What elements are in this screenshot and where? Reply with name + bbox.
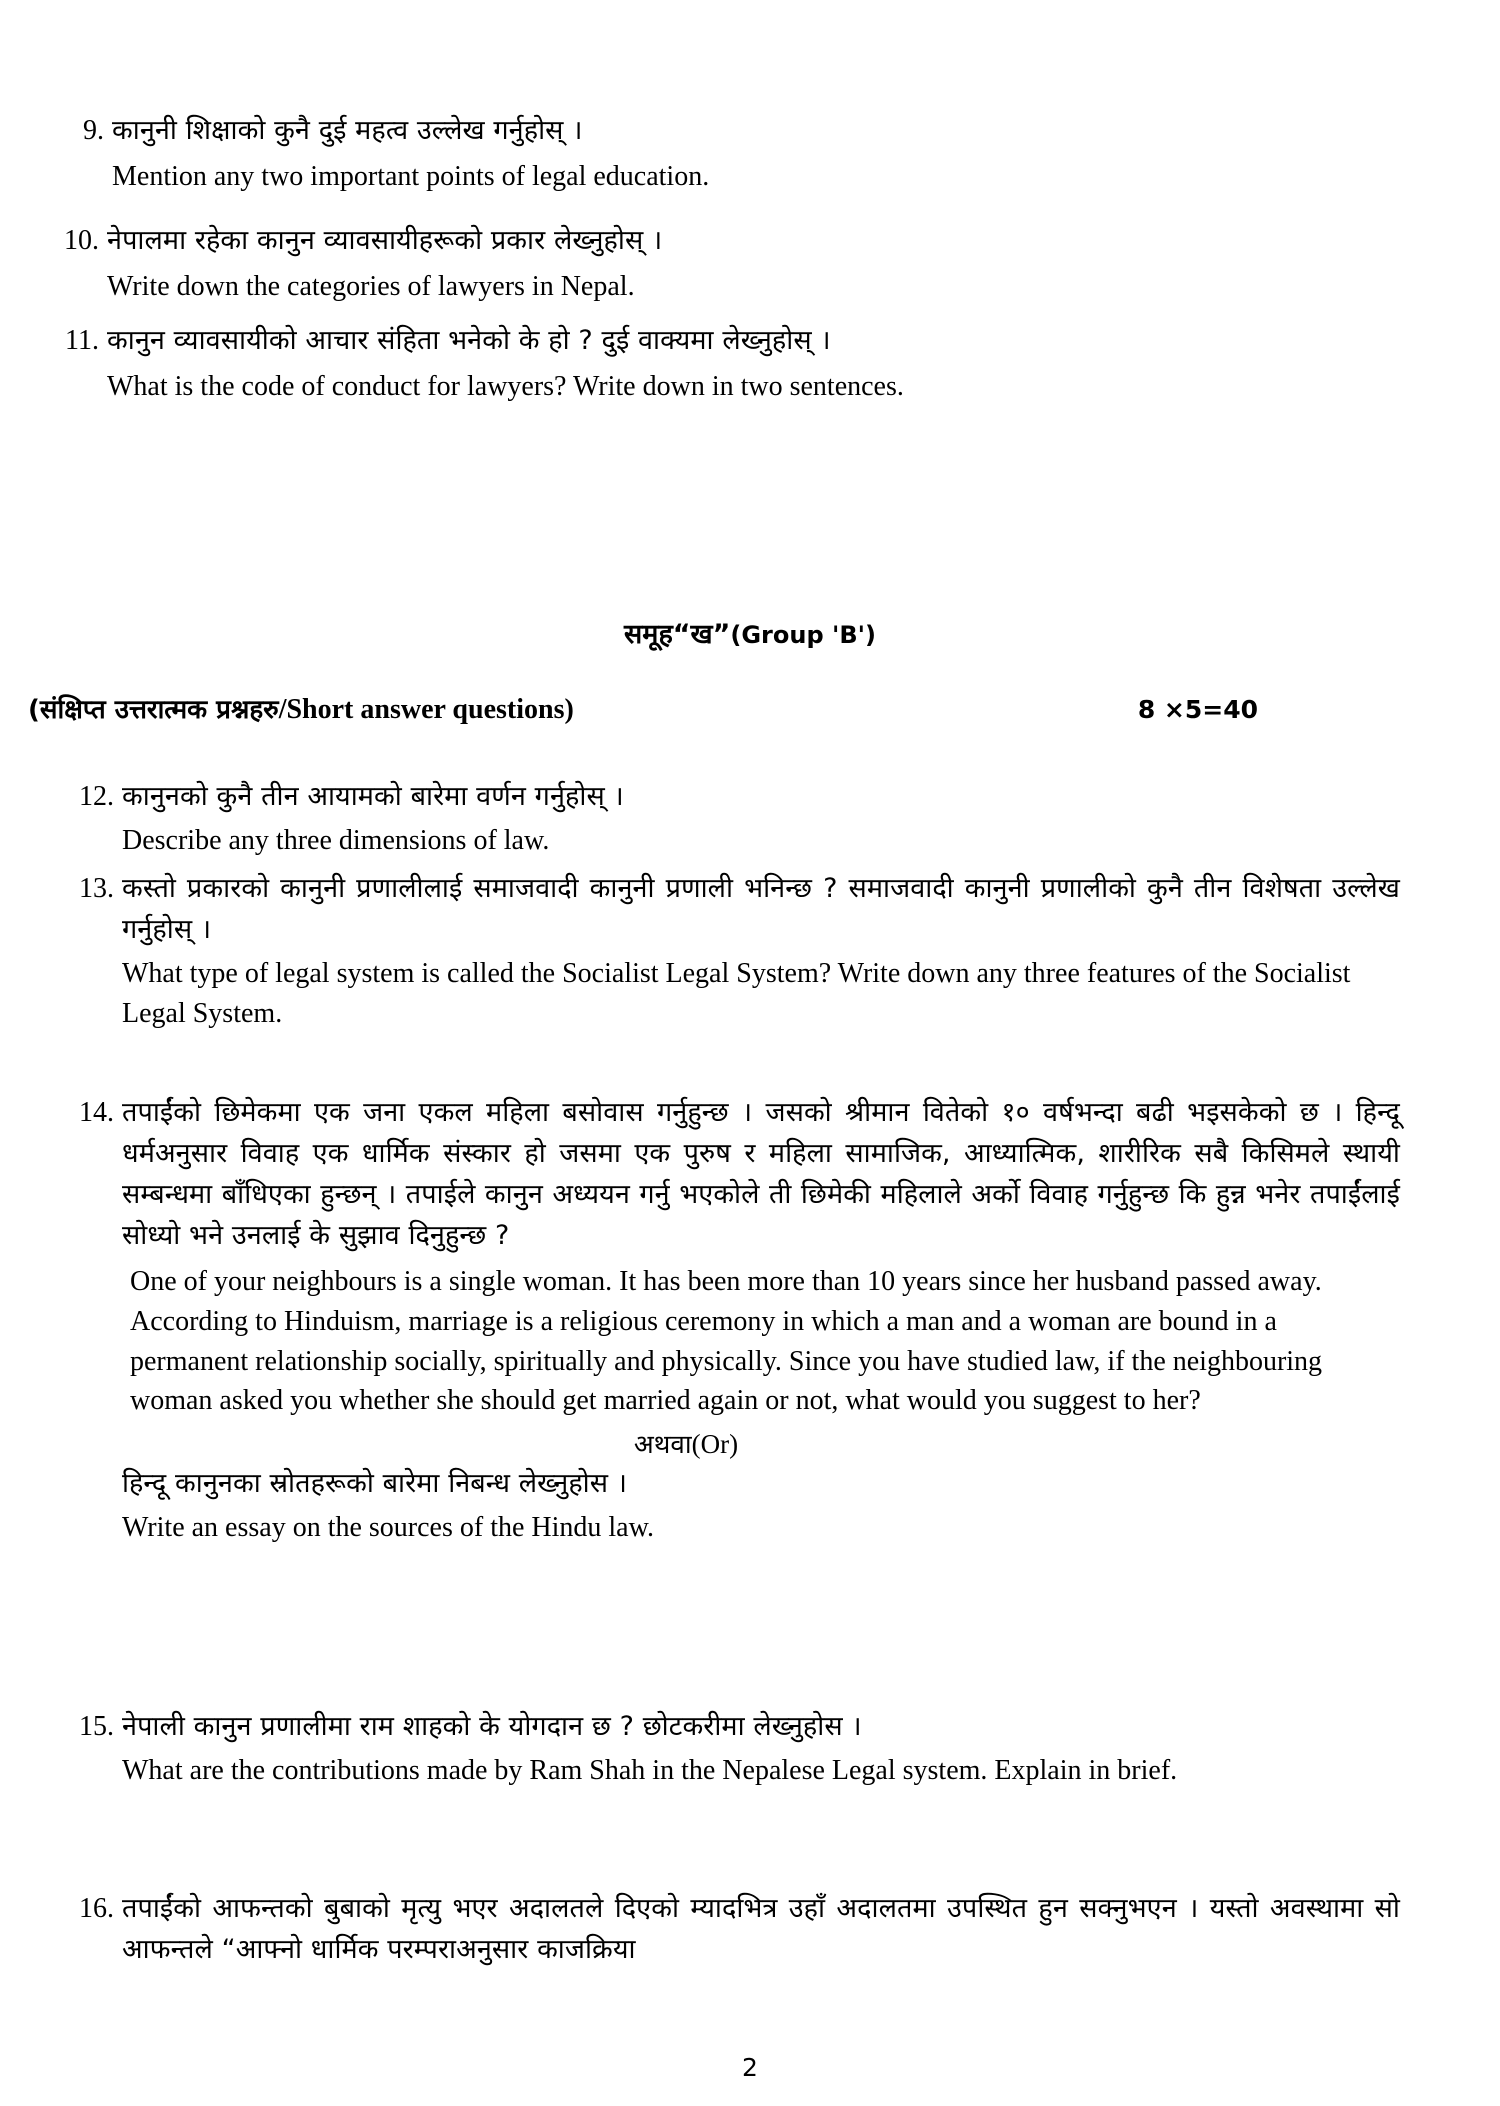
section-label-english: /Short answer questions) xyxy=(278,694,574,725)
question-number: 10. xyxy=(64,225,99,256)
alt-question-text-english: Write an essay on the sources of the Hindu law. xyxy=(122,1512,655,1544)
question-text-nepali: कस्तो प्रकारको कानुनी प्रणालीलाई समाजवादी कानुनी प्रणाली भनिन्छ ? समाजवादी कानुनी प्रणालीको कुनै तीन विशेषता उल्लेख गर्नुहोस् । xyxy=(122,873,1400,946)
question-text-nepali: तपाईंको छिमेकमा एक जना एकल महिला बसोवास गर्नुहुन्छ । जसको श्रीमान वितेको १० वर्षभन्दा बढी भइसकेको छ । हिन्दू धर्मअनुसार विवाह एक धार्मिक संस्कार हो जसमा एक पुरुष र महिला सामाजिक, आध्यात्मिक, शारीरिक सबै किसिमले स्थायी सम्बन्धमा बाँधिएका हुन्छन् । तपाईले कानुन अध्ययन गर्नु भएकोले ती छिमेकी महिलाले अर्को विवाह गर्नुहुन्छ कि हुन्न भनेर तपाईंलाई सोध्यो भने उनलाई के सुझाव दिनुहुन्छ ? xyxy=(122,1097,1400,1252)
question-text-nepali: नेपाली कानुन प्रणालीमा राम शाहको के योगदान छ ? छोटकरीमा लेख्नुहोस । xyxy=(122,1711,862,1742)
question-text-english: Mention any two important points of legal education. xyxy=(112,161,710,193)
section-marks: 8 ×5=40 xyxy=(1137,695,1258,724)
question-item-14 xyxy=(70,1092,1400,1548)
question-item-11 xyxy=(55,320,1375,407)
question-number: 11. xyxy=(65,325,99,356)
question-text-nepali: कानुन व्यावसायीको आचार संहिता भनेको के हो ? दुई वाक्यमा लेख्नुहोस् । xyxy=(107,325,831,356)
question-text-english: Write down the categories of lawyers in Nepal. xyxy=(107,271,635,303)
question-text-nepali: कानुनी शिक्षाको कुनै दुई महत्व उल्लेख गर्नुहोस् । xyxy=(112,115,583,146)
question-number: 12. xyxy=(79,781,114,812)
or-separator-nepali: अथवा xyxy=(633,1430,692,1461)
short-answer-section-line xyxy=(28,690,1468,726)
question-number: 9. xyxy=(83,115,104,146)
or-separator-english: (Or) xyxy=(691,1429,739,1460)
question-item-10 xyxy=(55,220,1345,307)
question-number: 14. xyxy=(79,1097,114,1128)
question-text-english: Describe any three dimensions of law. xyxy=(122,825,550,857)
group-b-heading xyxy=(0,614,1500,651)
question-item-12 xyxy=(70,776,1370,861)
question-text-english: What type of legal system is called the Socialist Legal System? Write down any three features of the Socialist Legal System. xyxy=(122,958,1351,1029)
or-separator xyxy=(122,1425,1400,1461)
question-number: 13. xyxy=(79,873,114,904)
question-item-15 xyxy=(70,1706,1400,1791)
question-text-nepali: कानुनको कुनै तीन आयामको बारेमा वर्णन गर्नुहोस् । xyxy=(122,781,624,812)
question-text-english: What are the contributions made by Ram Shah in the Nepalese Legal system. Explain in brief. xyxy=(122,1755,1178,1787)
section-label-nepali: (संक्षिप्त उत्तरात्मक प्रश्नहरु xyxy=(28,695,279,725)
question-text-english: What is the code of conduct for lawyers? Write down in two sentences. xyxy=(107,371,904,403)
short-answer-section-label xyxy=(28,690,574,726)
question-item-16 xyxy=(70,1888,1400,1970)
question-text-english: One of your neighbours is a single woman. It has been more than 10 years since her husband passed away. According to Hinduism, marriage is a religious ceremony in which a man and a woman are bound in a permanent relationship socially, spiritually and physically. Since you have studied law, if the neighbouring woman asked you whether she should get married again or not, what would you suggest to her? xyxy=(130,1266,1323,1417)
question-number: 16. xyxy=(79,1893,114,1924)
question-item-13 xyxy=(70,868,1400,1034)
question-item-9 xyxy=(60,110,1350,197)
question-number: 15. xyxy=(79,1711,114,1742)
alt-question-text-nepali: हिन्दू कानुनका स्रोतहरूको बारेमा निबन्ध लेख्नुहोस । xyxy=(122,1468,628,1500)
question-text-nepali: नेपालमा रहेका कानुन व्यावसायीहरूको प्रकार लेख्नुहोस् । xyxy=(107,225,663,256)
page-number: 2 xyxy=(742,2053,758,2082)
question-text-nepali: तपाईंको आफन्तको बुबाको मृत्यु भएर अदालतले दिएको म्यादभित्र उहाँ अदालतमा उपस्थित हुन सक्नुभएन । यस्तो अवस्थामा सो आफन्तले “आफ्नो धार्मिक परम्पराअनुसार काजक्रिया xyxy=(122,1893,1400,1966)
group-b-heading-nepali: समूह“ख” xyxy=(624,619,731,650)
group-b-heading-english: (Group 'B') xyxy=(730,621,876,649)
